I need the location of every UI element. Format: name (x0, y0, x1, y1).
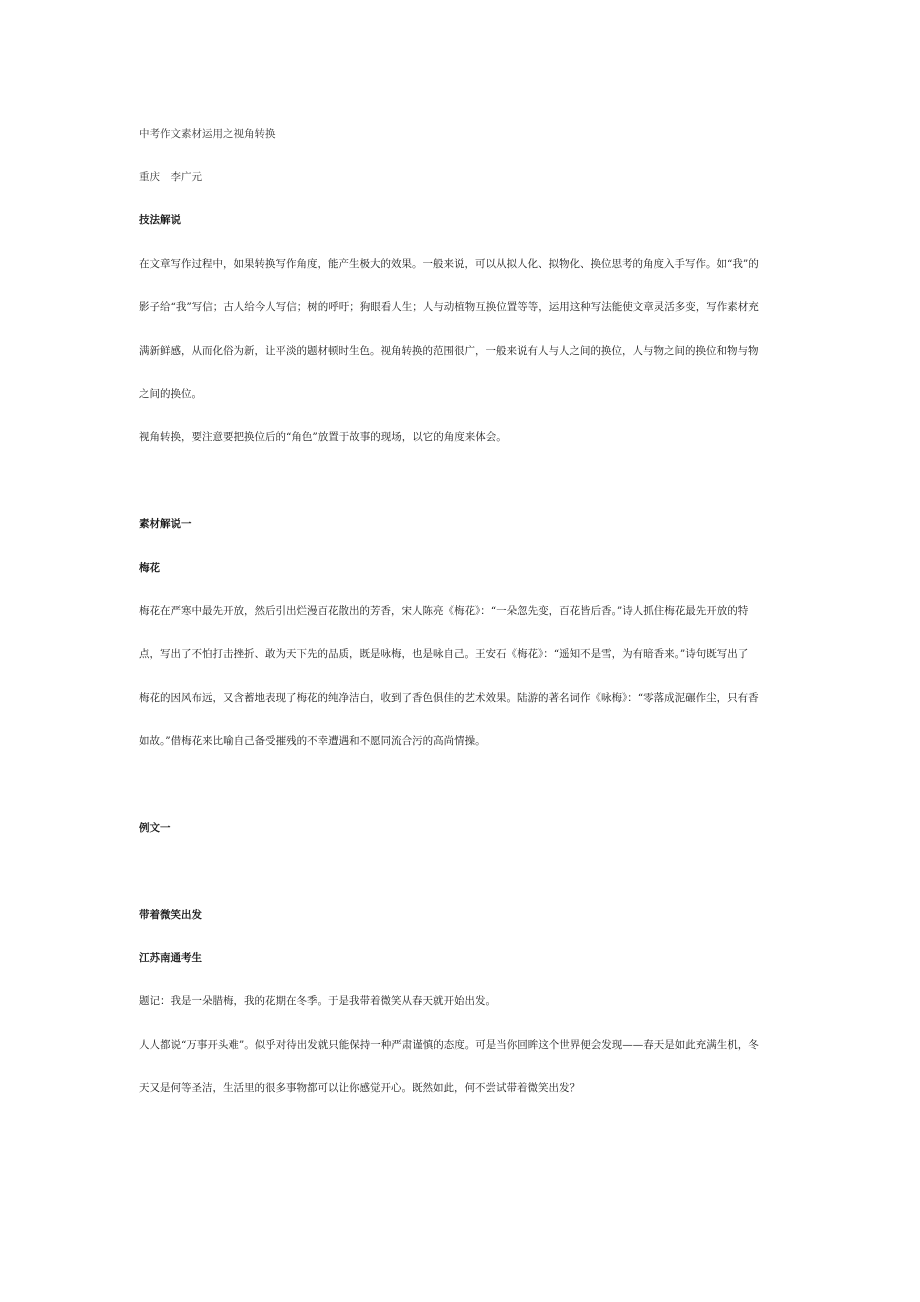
technique-paragraph-line: 影子给“我”写信；古人给今人写信；树的呼吁；狗眼看人生；人与动植物互换位置等等，运用这种写法能使文章灵活多变，写作素材充 (139, 301, 759, 313)
technique-note: 视角转换，要注意要把换位后的“角色”放置于故事的现场，以它的角度来体会。 (139, 431, 507, 443)
material-paragraph-line: 点，写出了不怕打击挫折、敢为天下先的品质，既是咏梅，也是咏自己。王安石《梅花》：“遥知不是雪，为有暗香来。”诗句既写出了 (139, 648, 749, 660)
material-paragraph-line: 梅花在严寒中最先开放，然后引出烂漫百花散出的芳香，宋人陈亮《梅花》：“一朵忽先变，百花皆后香。”诗人抓住梅花最先开放的特 (139, 605, 749, 617)
technique-paragraph-line: 在文章写作过程中，如果转换写作角度，能产生极大的效果。一般来说，可以从拟人化、拟物化、换位思考的角度入手写作。如“我”的 (139, 258, 759, 270)
document-title: 中考作文素材运用之视角转换 (139, 128, 276, 140)
section-heading-material: 素材解说一 (139, 518, 192, 530)
author-line: 重庆 李广元 (139, 171, 202, 183)
essay-paragraph-line: 人人都说“万事开头难”。似乎对待出发就只能保持一种严肃谨慎的态度。可是当你回眸这个世界便会发现——春天是如此充满生机，冬 (139, 1039, 759, 1051)
essay-title: 带着微笑出发 (139, 909, 202, 921)
essay-epigraph: 题记：我是一朵腊梅，我的花期在冬季。于是我带着微笑从春天就开始出发。 (139, 995, 496, 1007)
essay-author: 江苏南通考生 (139, 952, 202, 964)
technique-paragraph-line: 满新鲜感，从而化俗为新，让平淡的题材顿时生色。视角转换的范围很广，一般来说有人与人之间的换位，人与物之间的换位和物与物 (139, 345, 759, 357)
material-paragraph-line: 如故。”借梅花来比喻自己备受摧残的不幸遭遇和不愿同流合污的高尚情操。 (139, 735, 486, 747)
material-topic: 梅花 (139, 562, 160, 574)
technique-paragraph-line: 之间的换位。 (139, 388, 202, 400)
section-heading-example: 例文一 (139, 822, 171, 834)
section-heading-technique: 技法解说 (139, 214, 181, 226)
essay-paragraph-line: 天又是何等圣洁，生活里的很多事物都可以让你感觉开心。既然如此，何不尝试带着微笑出发？ (139, 1082, 580, 1094)
material-paragraph-line: 梅花的因风布远，又含蓄地表现了梅花的纯净洁白，收到了香色俱佳的艺术效果。陆游的著名词作《咏梅》：“零落成泥碾作尘，只有香 (139, 692, 759, 704)
